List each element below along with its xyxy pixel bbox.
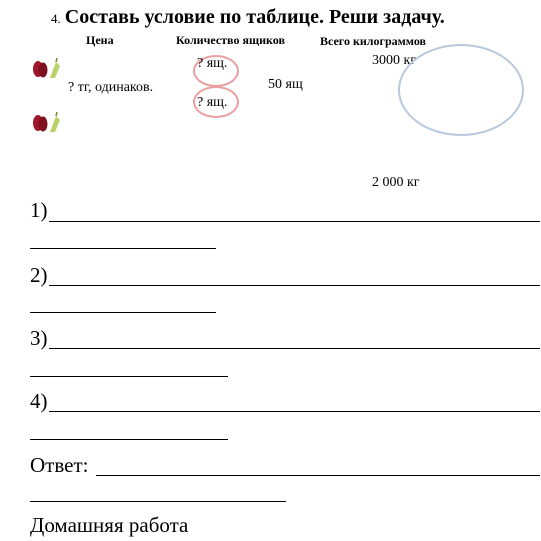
- answer-line-4-cont[interactable]: [30, 439, 228, 440]
- task-heading: [51, 6, 445, 29]
- task-title: Составь условие по таблице. Реши задачу.: [64, 6, 445, 28]
- answer-line-2[interactable]: [49, 285, 540, 286]
- answer-line-3-cont[interactable]: [30, 376, 228, 377]
- answer-line-3-label: 3): [30, 326, 48, 350]
- answer-line-2-cont[interactable]: [30, 312, 216, 313]
- kg-row-1: 3000 кг: [372, 53, 417, 68]
- fruit-icon: [30, 56, 64, 80]
- kg-oval: [398, 44, 524, 136]
- kg-row-2: 2 000 кг: [372, 175, 420, 190]
- task-number: 4.: [51, 11, 61, 26]
- answer-label: Ответ:: [30, 453, 89, 477]
- boxes-row-2: ? ящ.: [197, 95, 228, 110]
- answer-line-3[interactable]: [49, 348, 540, 349]
- boxes-row-1: ? ящ.: [197, 56, 228, 71]
- answer-line-4[interactable]: [49, 411, 540, 412]
- header-total-kg: Всего килограммов: [320, 34, 427, 48]
- header-boxes: Количество ящиков: [176, 33, 285, 47]
- boxes-total: 50 ящ: [268, 77, 303, 92]
- header-price: Цена: [86, 33, 114, 47]
- homework-label: Домашняя работа: [30, 513, 189, 537]
- fruit-icon: [30, 110, 64, 134]
- answer-line-cont[interactable]: [30, 501, 286, 502]
- answer-line-1-cont[interactable]: [30, 248, 216, 249]
- answer-line[interactable]: [96, 475, 540, 476]
- price-value: ? тг, одинаков.: [68, 80, 154, 95]
- answer-line-1[interactable]: [49, 221, 540, 222]
- answer-line-2-label: 2): [30, 263, 48, 287]
- answer-line-1-label: 1): [30, 198, 48, 222]
- answer-line-4-label: 4): [30, 389, 48, 413]
